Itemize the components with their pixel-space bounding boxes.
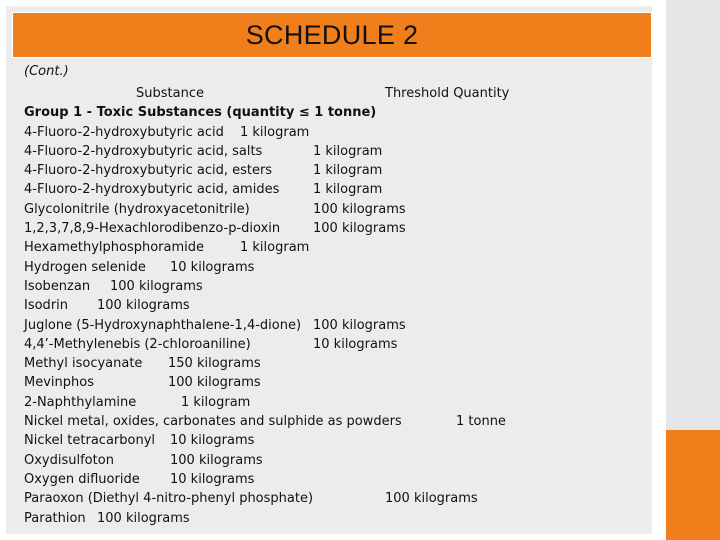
threshold-quantity: 10 kilograms [170,259,255,275]
substance-name: Glycolonitrile (hydroxyacetonitrile) [24,201,250,217]
table-row [24,354,654,373]
table-row [24,238,654,257]
table-row [24,200,654,219]
substance-name: Nickel metal, oxides, carbonates and sulphide as powders [24,414,402,430]
substance-name: 4-Fluoro-2-hydroxybutyric acid, amides [24,182,280,198]
substance-name: 2-Naphthylamine [24,394,137,410]
substance-name: Oxydisulfoton [24,452,114,468]
substance-name: 4-Fluoro-2-hydroxybutyric acid, salts [24,143,263,159]
threshold-quantity: 1 kilogram [313,182,383,198]
group-heading [24,103,654,122]
substance-name: Parathion [24,510,86,526]
threshold-quantity: 100 kilograms [97,510,190,526]
substance-name: 4,4’-Methylenebis (2-chloroaniline) [24,336,251,352]
table-row [24,431,654,450]
table-row [24,393,654,412]
table-row [24,509,654,528]
table-row [24,219,654,238]
table-row [24,451,654,470]
threshold-quantity: 100 kilograms [168,375,261,391]
substance-name: Oxygen difluoride [24,471,140,487]
table-row [24,258,654,277]
table-row [24,123,654,142]
table-row [24,489,654,508]
substance-name: 4-Fluoro-2-hydroxybutyric acid, esters [24,163,273,179]
threshold-quantity: 100 kilograms [385,491,478,507]
threshold-quantity: 100 kilograms [110,278,203,294]
table-row [24,277,654,296]
threshold-quantity: 1 tonne [456,414,506,430]
table-header [24,84,654,103]
table-row [24,180,654,199]
threshold-quantity: 1 kilogram [240,240,310,256]
threshold-header: Threshold Quantity [385,86,510,101]
substance-name: Paraoxon (Diethyl 4-nitro-phenyl phosphate) [24,491,314,507]
threshold-quantity: 10 kilograms [170,471,255,487]
table-row [24,161,654,180]
substance-name: Methyl isocyanate [24,356,143,372]
substance-name: Juglone (5-Hydroxynaphthalene-1,4-dione) [24,317,302,333]
substance-name: Mevinphos [24,375,94,391]
threshold-quantity: 10 kilograms [170,433,255,449]
table-row [24,412,654,431]
table-row [24,142,654,161]
threshold-quantity: 100 kilograms [170,452,263,468]
table-row [24,296,654,315]
table-row [24,470,654,489]
threshold-quantity: 1 kilogram [181,394,251,410]
threshold-quantity: 100 kilograms [313,201,406,217]
threshold-quantity: 150 kilograms [168,356,261,372]
title-bar [12,12,652,58]
side-panel [666,0,720,430]
substance-name: Hexamethylphosphoramide [24,240,205,256]
threshold-quantity: 100 kilograms [97,298,190,314]
threshold-quantity: 100 kilograms [313,221,406,237]
table-row [24,373,654,392]
group-heading-text: Group 1 - Toxic Substances (quantity ≤ 1 tonne) [24,105,377,121]
threshold-quantity: 1 kilogram [313,143,383,159]
continued-label: (Cont.) [24,64,69,79]
threshold-quantity: 1 kilogram [240,124,310,140]
substance-header: Substance [136,86,204,101]
slide-title: SCHEDULE 2 [245,19,419,50]
table-row [24,316,654,335]
substance-name: Hydrogen selenide [24,259,146,275]
substance-name: Isobenzan [24,278,91,294]
schedule-table [24,62,654,528]
substance-name: 4-Fluoro-2-hydroxybutyric acid [24,124,224,140]
threshold-quantity: 100 kilograms [313,317,406,333]
threshold-quantity: 10 kilograms [313,336,398,352]
side-accent [666,430,720,540]
threshold-quantity: 1 kilogram [313,163,383,179]
substance-name: Isodrin [24,298,69,314]
substance-name: Nickel tetracarbonyl [24,433,156,449]
table-row [24,335,654,354]
substance-name: 1,2,3,7,8,9-Hexachlorodibenzo-p-dioxin [24,221,281,237]
